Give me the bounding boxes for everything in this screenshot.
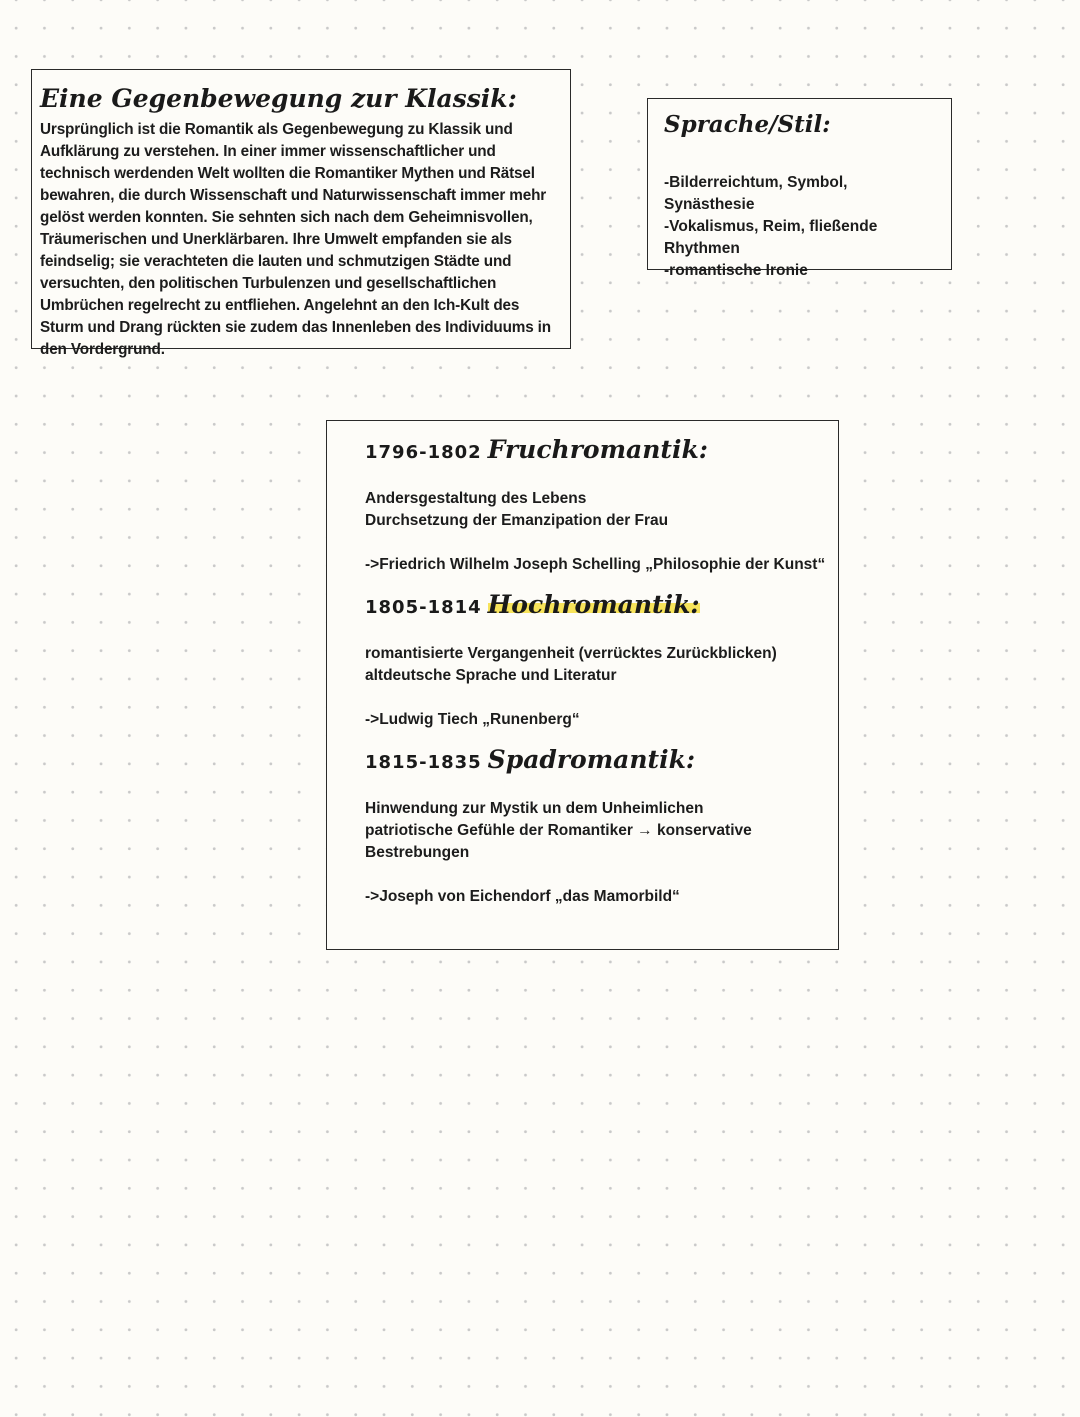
era-items xyxy=(365,798,828,864)
era-item: Andersgestaltung des Lebens xyxy=(365,490,587,507)
style-item: -Bilderreichtum, Symbol, Synästhesie xyxy=(664,174,848,213)
era-name: Spadromantik: xyxy=(487,745,696,774)
era-years: 1796-1802 xyxy=(365,442,482,463)
era-years: 1805-1814 xyxy=(365,597,482,618)
style-item: -Vokalismus, Reim, fließende Rhythmen xyxy=(664,218,878,257)
era-section xyxy=(365,745,828,908)
intro-body: Ursprünglich ist die Romantik als Gegenbewegung zu Klassik und Aufklärung zu verstehen. In einer immer wissenschaftlicher und technisch werdenden Welt wollten die Romantiker Mythen und Rätsel bewahren, die durch Wissenschaft und Naturwissenschaft immer mehr gelöst werden konnten. Sie sehnten sich nach dem Geheimnisvollen, Träumerischen und Unerklärbaren. Ihre Umwelt empfanden sie als feindselig; sie verachteten die lauten und schmutzigen Städte und versuchten, den politischen Turbulenzen und gesellschaftlichen Umbrüchen regelrecht zu entfliehen. Angelehnt an den Ich-Kult des Sturm und Drang rückten sie zudem das Innenleben des Individuums in den Vordergrund. xyxy=(40,121,551,358)
intro-box xyxy=(31,69,571,358)
era-name: Fruchromantik: xyxy=(487,435,708,464)
style-list xyxy=(664,172,935,282)
eras-box xyxy=(326,420,839,950)
era-section xyxy=(365,590,828,731)
era-heading xyxy=(365,435,828,464)
style-box xyxy=(647,98,952,279)
era-item: romantisierte Vergangenheit (verrücktes Zurückblicken) xyxy=(365,645,777,662)
style-item: -romantische Ironie xyxy=(664,262,808,279)
era-item: patriotische Gefühle der Romantiker → konservative Bestrebungen xyxy=(365,822,752,861)
style-heading: Sprache/Stil: xyxy=(664,111,831,138)
era-item: Durchsetzung der Emanzipation der Frau xyxy=(365,512,669,529)
era-name: Hochromantik: xyxy=(487,590,700,619)
era-reference: ->Ludwig Tiech „Runenberg“ xyxy=(365,711,580,728)
era-heading xyxy=(365,590,828,619)
era-section xyxy=(365,435,828,576)
era-item: altdeutsche Sprache und Literatur xyxy=(365,667,617,684)
era-reference: ->Friedrich Wilhelm Joseph Schelling „Philosophie der Kunst“ xyxy=(365,556,826,573)
era-heading xyxy=(365,745,828,774)
era-item: Hinwendung zur Mystik un dem Unheimlichen xyxy=(365,800,704,817)
intro-heading: Eine Gegenbewegung zur Klassik: xyxy=(40,84,517,113)
era-years: 1815-1835 xyxy=(365,752,482,773)
era-reference: ->Joseph von Eichendorf „das Mamorbild“ xyxy=(365,888,680,905)
era-items xyxy=(365,488,828,532)
era-items xyxy=(365,643,828,687)
